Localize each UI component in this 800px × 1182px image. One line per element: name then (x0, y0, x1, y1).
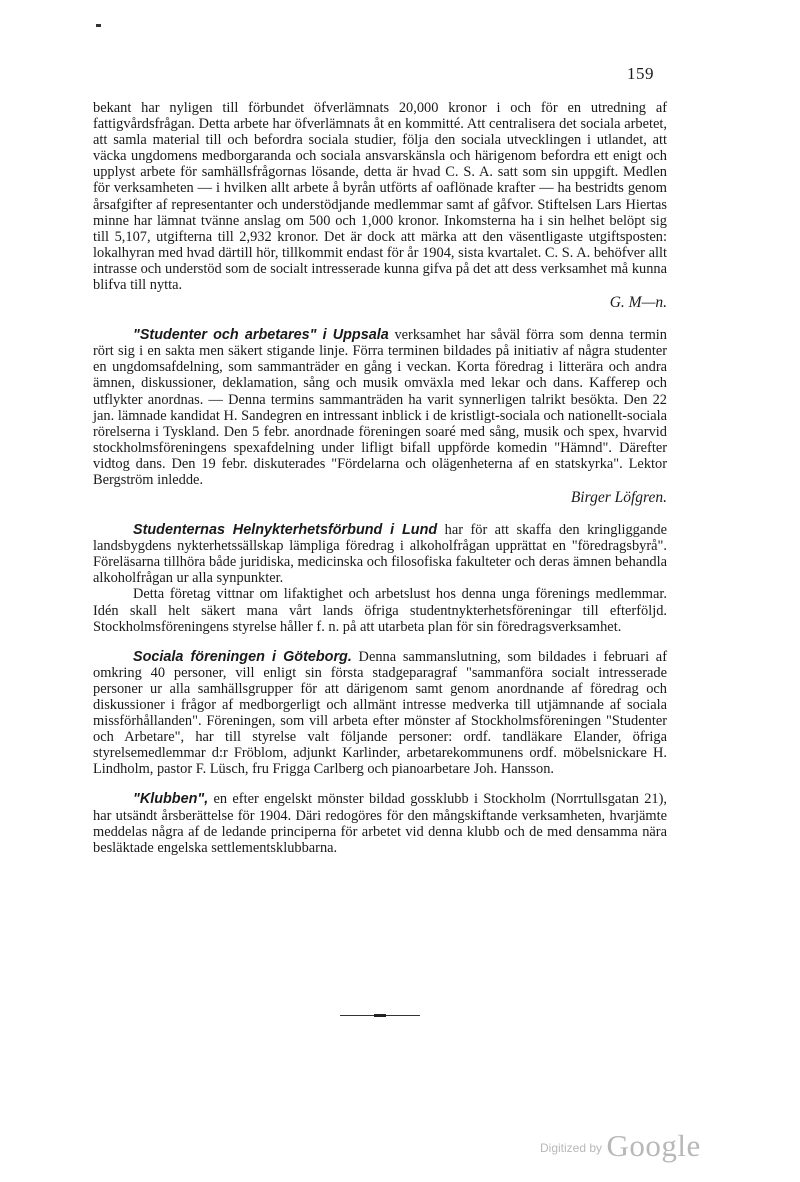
heading-uppsala: "Studenter och arbetares" i Uppsala (133, 327, 389, 344)
digitized-watermark (540, 1128, 701, 1164)
paragraph-uppsala (93, 327, 667, 488)
signature-gm: G. M—n. (609, 294, 667, 312)
body-lund: har för att skaffa den kringliggande landsbygdens nykterhetssällskap lämpliga föredrag i alkoholfrågan upprättat en "föredragsbyrå". Föreläsarna tillhöra både juridiska, medicinska och filosofiska fakulteter och deras ämnen behandla alkoholfrågan ur alla synpunkter. (93, 522, 667, 587)
section-separator (340, 1011, 420, 1021)
heading-lund: Studenternas Helnykterhetsförbund i Lund (133, 522, 438, 539)
text-column (93, 100, 667, 856)
page-number: 159 (627, 64, 654, 83)
paragraph-lund (93, 522, 667, 586)
paragraph-klubben (93, 791, 667, 855)
paragraph-goteborg (93, 649, 667, 778)
paragraph-csa: bekant har nyligen till förbundet öfverlämnats 20,000 kronor i och för en utredning af fattigvårdsfrågan. Detta arbete har öfverlämnats åt en kommitté. Att centralisera det sociala arbetet, att samla material till och befordra sociala studier, följa den sociala utvecklingen i utlandet, att väcka ungdomens medborgaranda och sociala ansvarskänsla och härigenom befordra ett enigt och upplyst arbete för samhällsfrågornas lösande, detta är hvad C. S. A. satt som sin uppgift. Medlen för verksamheten — i hvilken allt arbete å byrån utförts af oaflönade krafter — ha bestridts genom årsafgifter af representanter och understödjande medlemmar samt af gåfvor. Stiftelsen Lars Hiertas minne har lämnat tvänne anslag om 500 och 1,000 kronor. Inkomsterna ha i sin helhet belöpt sig till 5,107, utgifterna till 2,932 kronor. Det är dock att märka att den väsentligaste utgiftsposten: lokalhyran med hvad därtill hör, tillkommit endast för år 1904, sista kvartalet. C. S. A. behöfver allt intrasse och understöd som de socialt intresserade kunna gifva på det att dess verksamhet må kunna blifva till nytta. (93, 100, 667, 294)
body-klubben: en efter engelskt mönster bildad gossklubb i Stockholm (Norrtullsgatan 21), har utsändt årsberättelse för 1904. Däri redogöres för den mångskiftande verksamheten, hvarjämte meddelas några af de ledande principerna för arbetet vid denna klubb och de med densamma nära besläktade engelska settlementsklubbarna. (93, 791, 667, 856)
paragraph-lund-2: Detta företag vittnar om lifaktighet och arbetslust hos denna unga förenings medlemmar. Idén skall helt säkert mana vårt lands öfriga studentnykterhetsföreningar till efterföljd. Stockholmsföreningens styrelse håller f. n. på att utarbeta plan för sin föredragsverksamhet. (93, 586, 667, 635)
watermark-prefix: Digitized by (540, 1141, 603, 1155)
heading-klubben: "Klubben", (133, 791, 209, 808)
body-uppsala: verksamhet har såväl förra som denna termin rört sig i en sakta men säkert stigande linje. Förra terminen bildades på initiativ af några studenter en ungdomsafdelning, som sammanträder en gång i veckan. Korta föredrag i litterära och andra ämnen, diskussioner, deklamation, sång och musik omväxla med lekar och dans. Kafferep och utflykter anordnas. — Denna termins sammanträden ha varit synnerligen talrikt besökta. Den 22 jan. lämnade kandidat H. Sandegren en intressant inblick i de kristligt-sociala och nationellt-sociala rörelserna i Tyskland. Den 5 febr. anordnade föreningen soaré med sång, musik och spex, hvarvid stockholmsföreningens spexafdelning under lifligt bifall uppförde komedin "Hämnd". Därefter vidtog dans. Den 19 febr. diskuterades "Fördelarna och olägenheterna af en statskyrka". Lektor Bergström inledde. (93, 327, 667, 488)
signature-lofgren: Birger Löfgren. (570, 489, 667, 507)
google-logo: Google (606, 1128, 701, 1163)
corner-speck (96, 24, 101, 27)
heading-goteborg: Sociala föreningen i Göteborg. (133, 648, 352, 665)
body-goteborg: Denna sammanslutning, som bildades i februari af omkring 40 personer, vill enligt sin första stadgeparagraf "sammanföra socialt intresserade personer ur alla samhällsgrupper för att därigenom samt genom anordnande af föredrag och diskussioner i frågor af medborgerligt och allmänt intresse medverka till utjämnande af sociala missförhållanden". Föreningen, som vill arbeta efter mönster af Stockholmsföreningen "Studenter och Arbetare", har till styrelse valt följande personer: ordf. tandläkare Elander, öfriga styrelsemedlemmar d:r Fröblom, adjunkt Karlinder, arbetarekommunens ordf. möbelsnickare H. Lindholm, pastor F. Lüsch, fru Frigga Carlberg och pianoarbetare Joh. Hansson. (93, 648, 667, 778)
